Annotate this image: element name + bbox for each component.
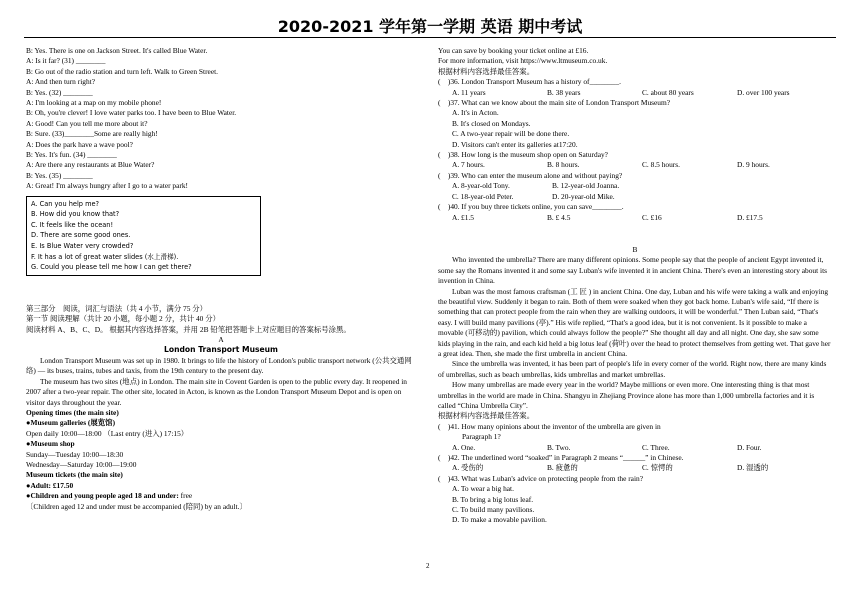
dialogue-line: A: Great! I'm always hungry after I go to a water park! (26, 181, 189, 191)
question-stem: ( )39. Who can enter the museum alone and without paying? (438, 170, 623, 180)
option: C. To build many pavilions. (452, 505, 535, 515)
dialogue-line: A: Does the park have a wave pool? (26, 139, 133, 149)
option: C. 惊愕的 (642, 463, 673, 473)
question-options (438, 463, 832, 473)
option: D. 9 hours. (737, 160, 770, 170)
choose-instruction: 根据材料内容选择最佳答案。 (438, 411, 535, 421)
option-item: F. It has a lot of great water slides (水上滑梯). (31, 252, 179, 261)
passage-title: London Transport Museum (164, 345, 278, 355)
passage-paragraph: London Transport Museum was set up in 1980. It brings to life the history of London's public transport network (公共交通网络) — its buses, trains, tubes and taxis, from the 19th century to the present day. (26, 355, 412, 376)
option: A. £1.5 (452, 212, 474, 222)
children-note: 〔Children aged 12 and under must be accompanied (陪同) by an adult.〕 (26, 501, 247, 511)
shop-time: Wednesday—Saturday 10:00—19:00 (26, 459, 137, 469)
option: D. £17.5 (737, 212, 763, 222)
option: D. over 100 years (737, 87, 790, 97)
option: C. £16 (642, 212, 662, 222)
option: B. It's closed on Mondays. (452, 118, 531, 128)
question-stem: ( )43. What was Luban's advice on protecting people from the rain? (438, 473, 643, 483)
option: B. £ 4.5 (547, 212, 571, 222)
option: C. A two-year repair will be done there. (452, 129, 570, 139)
dialogue-line: B: Go out of the radio station and turn left. Walk to Green Street. (26, 66, 218, 76)
question-options (438, 192, 652, 202)
page-title: 2020-2021 学年第一学期 英语 期中考试 (277, 17, 583, 36)
shop-time: Sunday—Tuesday 10:00—18:30 (26, 449, 124, 459)
dialogue-line: B: Yes. (35) ________ (26, 170, 93, 180)
option: D. 湿透的 (737, 463, 769, 473)
passage-paragraph: How many umbrellas are made every year in the world? Maybe millions or even more. One interesting thing is that most umbrellas in the world are made in China. Shangyu in Zhejiang Province alone has more than 1,000 umbrella factories and it is called “China Umbrella City”. (438, 380, 815, 410)
option-item: G. Could you please tell me how I can get there? (31, 263, 192, 272)
dialogue-line: A: Are there any restaurants at Blue Water? (26, 160, 155, 170)
dialogue-line: B: Yes. There is one on Jackson Street. It's called Blue Water. (26, 46, 208, 55)
more-info: For more information, visit https://www.ltmuseum.co.uk. (438, 56, 608, 66)
question-stem: ( )40. If you buy three tickets online, you can save________. (438, 202, 624, 212)
children-free: free (178, 491, 193, 501)
option: C. about 80 years (642, 87, 694, 97)
opening-times-heading: Opening times (the main site) (26, 407, 119, 417)
passage-letter-a: A (218, 335, 224, 345)
question-stem: ( )41. How many opinions about the inventor of the umbrella are given in (438, 421, 661, 431)
question-options (438, 88, 832, 98)
dialogue-line: A: Good! Can you tell me more about it? (26, 118, 148, 128)
option: A. 受伤的 (452, 463, 484, 473)
question-stem-cont: Paragraph 1? (462, 432, 501, 442)
section-subheader: 第一节 阅读理解（共计 20 小题，每小题 2 分，共计 40 分） (26, 314, 221, 324)
adult-price: ●Adult: £17.50 (26, 480, 74, 490)
passage-letter-b: B (632, 244, 638, 254)
galleries-time: Open daily 10:00—18:00 （Last entry (进入) 17:15） (26, 428, 189, 438)
question-options (438, 160, 832, 170)
question-stem: ( )38. How long is the museum shop open on Saturday? (438, 150, 608, 160)
passage-paragraph: Who invented the umbrella? There are many different opinions. Some people say that the people of ancient Egypt invented it, some say the Romans invented it and some say Luban's wife invented it in ancient China. There's even an interesting story about its invention in China. (438, 255, 828, 286)
left-column (26, 46, 416, 512)
option: B. 疲惫的 (547, 463, 578, 473)
question-stem: ( )42. The underlined word “soaked” in Paragraph 2 means “______” in Chinese. (438, 453, 684, 463)
title-rule (24, 37, 836, 38)
dialogue-line: A: And then turn right? (26, 77, 95, 87)
option-item: D. There are some good ones. (31, 231, 131, 240)
option: A. 8-year-old Tony. (452, 181, 510, 191)
option: C. Three. (642, 442, 670, 452)
saving-note: You can save by booking your ticket online at £16. (438, 46, 589, 55)
question-options (438, 443, 832, 453)
option: D. Visitors can't enter its galleries at17:20. (452, 139, 578, 149)
dialogue-line: B: Yes. (32) ________ (26, 87, 93, 97)
dialogue-line: B: Sure. (33)________Some are really high! (26, 129, 158, 139)
dialogue-line: A: I'm looking at a map on my mobile phone! (26, 98, 162, 108)
option: B. Two. (547, 442, 571, 452)
option-item: E. Is Blue Water very crowded? (31, 242, 134, 251)
option: B. 12-year-old Joanna. (552, 181, 620, 191)
dialogue-line: B: Yes. It's fun. (34) ________ (26, 150, 117, 160)
option-box (26, 196, 261, 276)
option: A. 11 years (452, 87, 486, 97)
dialogue-line: B: Oh, you're clever! I love water parks too. I have been to Blue Water. (26, 108, 237, 118)
dialogue (26, 46, 416, 192)
section-header: 第三部分 阅读，词汇与语法（共 4 小节，满分 75 分） (26, 303, 208, 313)
option: B. 38 years (547, 87, 581, 97)
children-price (26, 491, 416, 501)
option-item: C. It feels like the ocean! (31, 220, 114, 229)
choose-instruction: 根据材料内容选择最佳答案。 (438, 66, 535, 76)
page-number: 2 (426, 562, 430, 570)
question-options (438, 181, 652, 191)
question-stem: ( )37. What can we know about the main site of London Transport Museum? (438, 98, 671, 108)
question-stem: ( )36. London Transport Museum has a history of________. (438, 77, 621, 87)
passage-paragraph: Since the umbrella was invented, it has been part of people's life in every corner of the world. Right now, there are many kinds of umbrellas, such as beach umbrellas, kids umbrellas and market umbrellas. (438, 359, 827, 379)
tickets-heading: Museum tickets (the main site) (26, 470, 123, 480)
dialogue-line: A: Is it far? (31) ________ (26, 56, 106, 66)
option: A. 7 hours. (452, 160, 485, 170)
option: D. 20-year-old Mike. (552, 191, 615, 201)
option: C. 8.5 hours. (642, 160, 680, 170)
passage-paragraph: The museum has two sites (地点) in London. The main site in Covent Garden is open to the public every day. It reopened in 2007 after a two-year repair. The other site, located in Acton, is known as the London Transport Museum Depot and is open on visitor days throughout the year. (26, 376, 407, 407)
option: B. To bring a big lotus leaf. (452, 494, 534, 504)
option: A. To wear a big hat. (452, 484, 514, 494)
option: D. To make a movable pavilion. (452, 515, 547, 525)
option-item: B. How did you know that? (31, 210, 120, 219)
right-column (438, 46, 832, 526)
children-label: ●Children and young people aged 18 and under: (26, 491, 179, 501)
option: A. It's in Acton. (452, 108, 499, 118)
option: C. 18-year-old Peter. (452, 191, 514, 201)
passage-paragraph: Luban was the most famous craftsman (工 匠 ) in ancient China. One day, Luban and his wife were taking a walk and enjoying the beautiful view. Suddenly it began to rain. Both of them were soaked when they got back home. Luban's wife said, “If there is something that can protect people from the rain when they are walking outdoors, it will be wonderful.” Then Luban said, “That's easy. I will build many pavilions (亭).” His wife replied, “That's a good idea, but it is not convenient. Is it possible to make a movable (可移动的) pavilion, which could always follow the people?” She thought all day and all night. One day, she saw some kids playing in the rain, and each kid held a big lotus leaf (荷叶) over the head to protect themselves from getting wet. That gave her a great idea. Then, she made the first umbrella in ancient China. (438, 286, 831, 358)
option: B. 8 hours. (547, 160, 580, 170)
option: A. One. (452, 442, 476, 452)
option: D. Four. (737, 442, 762, 452)
question-options (438, 213, 832, 223)
galleries-heading: ●Museum galleries (展览馆) (26, 418, 116, 428)
option-item: A. Can you help me? (31, 199, 100, 208)
section-instructions: 阅读材料 A、B、C、D。 根据其内容选择答案，并用 2B 铅笔把答题卡上对应题目的答案标号涂黑。 (26, 324, 351, 334)
shop-heading: ●Museum shop (26, 439, 75, 449)
